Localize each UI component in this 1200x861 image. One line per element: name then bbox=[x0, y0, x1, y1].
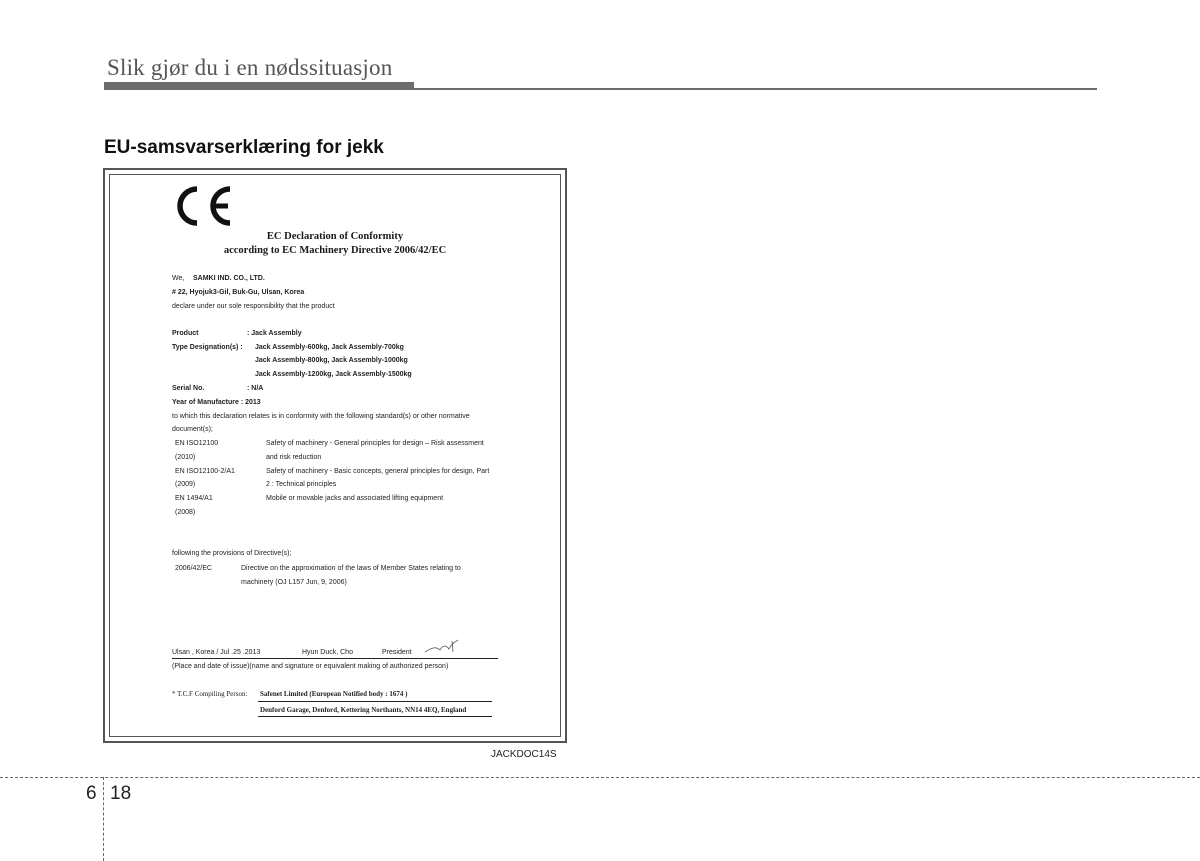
declaration-title: EC Declaration of Conformity bbox=[266, 231, 404, 242]
serial-label: Serial No. bbox=[172, 385, 205, 392]
company-address: # 22, Hyojuk3-Gil, Buk-Gu, Ulsan, Korea bbox=[172, 289, 305, 296]
directive-text: Directive on the approximation of the laws of Member States relating to bbox=[241, 565, 461, 572]
product-value: : Jack Assembly bbox=[247, 330, 302, 337]
standard-code: EN ISO12100 bbox=[175, 440, 219, 447]
signatory-position: President bbox=[382, 649, 412, 656]
tcf-address: Denford Garage, Denford, Kettering Northants, NN14 4EQ, England bbox=[260, 706, 467, 714]
declare-text: declare under our sole responsibility that the product bbox=[172, 303, 335, 310]
standard-code: EN 1494/A1 bbox=[175, 495, 213, 502]
type-designation-label: Type Designation(s) : bbox=[172, 344, 243, 351]
footer-divider bbox=[0, 777, 1200, 778]
tcf-line bbox=[258, 716, 492, 717]
conformity-text-cont: document(s); bbox=[172, 426, 213, 433]
tcf-notified-body: Safenet Limited (European Notified body : 1674 ) bbox=[260, 690, 408, 698]
standard-description: Mobile or movable jacks and associated lifting equipment bbox=[266, 495, 444, 502]
signatory-name: Hyun Duck, Cho bbox=[302, 649, 353, 656]
page-header-title: Slik gjør du i en nødssituasjon bbox=[107, 55, 393, 80]
page-number: 18 bbox=[110, 783, 132, 804]
section-heading: EU-samsvarserklæring for jekk bbox=[104, 137, 384, 158]
provisions-label: following the provisions of Directive(s); bbox=[172, 550, 292, 557]
standard-description-cont: and risk reduction bbox=[266, 454, 322, 461]
ce-mark-icon bbox=[170, 183, 234, 229]
tcf-label: * T.C.F Compiling Person: bbox=[172, 690, 248, 698]
signature-line bbox=[172, 658, 498, 659]
standard-description-cont: 2 : Technical principles bbox=[266, 481, 337, 488]
standard-description: Safety of machinery - Basic concepts, general principles for design, Part bbox=[266, 468, 490, 475]
serial-value: : N/A bbox=[247, 385, 264, 392]
product-label: Product bbox=[172, 330, 199, 337]
chapter-number: 6 bbox=[86, 783, 97, 804]
document-code: JACKDOC14S bbox=[491, 749, 557, 760]
issue-note: (Place and date of issue)(name and signature or equivalent making of authorized person) bbox=[172, 663, 449, 670]
type-designation-line: Jack Assembly-800kg, Jack Assembly-1000kg bbox=[255, 357, 408, 364]
we-label: We, bbox=[172, 275, 185, 282]
directive-code: 2006/42/EC bbox=[175, 565, 212, 572]
type-designation-line: Jack Assembly-600kg, Jack Assembly-700kg bbox=[255, 344, 404, 351]
standard-year: (2009) bbox=[175, 481, 196, 488]
directive-text-cont: machinery (OJ L157 Jun, 9, 2006) bbox=[241, 579, 347, 586]
handwritten-signature-icon bbox=[422, 638, 462, 658]
year-of-manufacture: Year of Manufacture : 2013 bbox=[172, 399, 261, 406]
tcf-line bbox=[258, 701, 492, 702]
declaration-subtitle: according to EC Machinery Directive 2006/42/EC bbox=[223, 245, 447, 256]
footer-vertical-divider bbox=[103, 777, 104, 861]
standard-code: EN ISO12100-2/A1 bbox=[175, 468, 235, 475]
standard-year: (2008) bbox=[175, 509, 196, 516]
standard-year: (2010) bbox=[175, 454, 196, 461]
conformity-text: to which this declaration relates is in conformity with the following standard(s) or other normative bbox=[172, 413, 470, 420]
type-designation-line: Jack Assembly-1200kg, Jack Assembly-1500kg bbox=[255, 371, 412, 378]
header-rule bbox=[104, 88, 1097, 90]
place-date-of-issue: Ulsan , Korea / Jul .25 .2013 bbox=[172, 649, 261, 656]
standard-description: Safety of machinery - General principles for design – Risk assessment bbox=[266, 440, 484, 447]
company-name: SAMKI IND. CO., LTD. bbox=[193, 275, 265, 282]
